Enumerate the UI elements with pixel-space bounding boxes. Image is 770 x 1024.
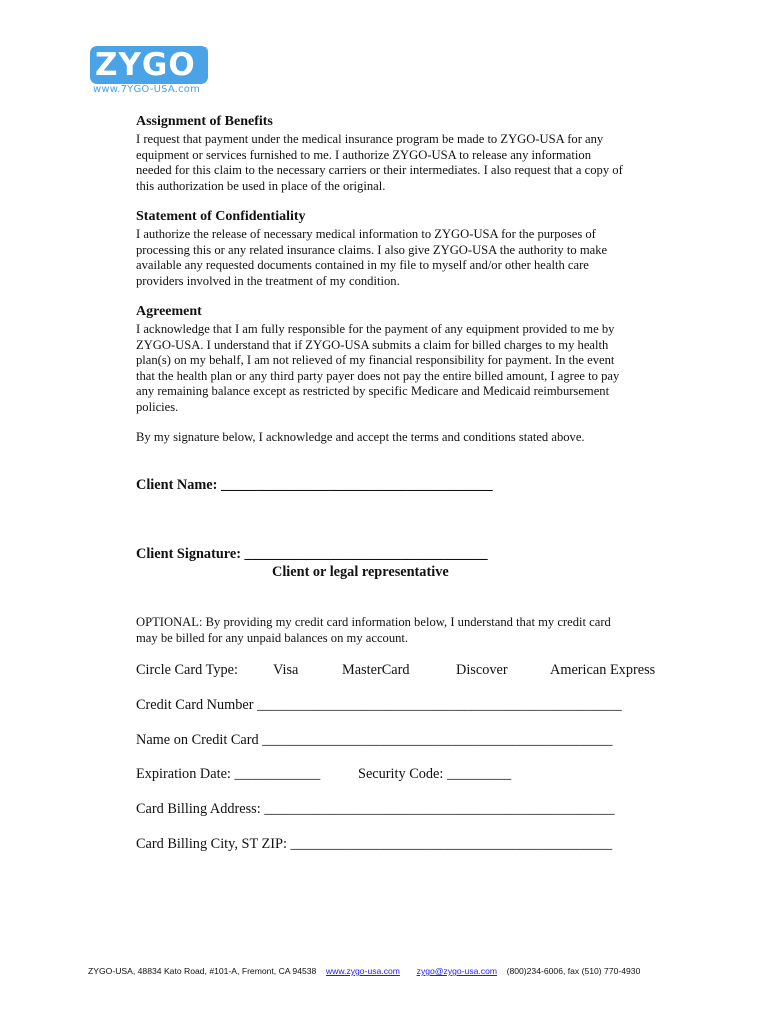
assignment-line: I request that payment under the medical insurance program be made to ZYGO-USA for any [136, 132, 604, 146]
logo-registered-mark: ® [201, 46, 209, 55]
agreement-line: any remaining balance except as restricted by specific Medicare and Medicaid reimbursement [136, 384, 610, 399]
footer-email-link[interactable]: zygo@zygo-usa.com [416, 966, 498, 976]
agreement-line: ZYGO-USA. I understand that if ZYGO-USA submits a claim for billed charges to my health [136, 337, 609, 352]
optional-line: OPTIONAL: By providing my credit card information below, I understand that my credit card [136, 615, 611, 629]
footer [88, 966, 640, 976]
footer-website-link[interactable]: www.zygo-usa.com [325, 966, 400, 976]
assignment-line: needed for this claim to the necessary carriers or their intermediates. I also request that a copy of [136, 163, 623, 178]
card-option-american-express[interactable]: American Express [550, 662, 656, 678]
agreement-line: policies. [136, 399, 179, 414]
card-option-visa[interactable]: Visa [273, 662, 299, 678]
billing-address-field[interactable]: Card Billing Address: _________________________________________________ [136, 801, 615, 817]
assignment-heading: Assignment of Benefits [136, 114, 273, 129]
security-code-field[interactable]: Security Code: _________ [358, 766, 512, 782]
name-on-card-field[interactable]: Name on Credit Card _________________________________________________ [136, 732, 613, 748]
agreement-line: plan(s) on my behalf, I am not relieved of my financial responsibility for payment. In the event [136, 353, 615, 368]
agreement-line: I acknowledge that I am fully responsible for the payment of any equipment provided to me by [136, 322, 615, 336]
confidentiality-text [136, 227, 696, 289]
logo-brand: ZYGO [95, 47, 196, 83]
acknowledgement-text [136, 430, 696, 446]
client-name-field[interactable]: Client Name: ______________________________________ [136, 477, 493, 493]
confidentiality-heading: Statement of Confidentiality [136, 209, 306, 224]
logo-url: www.7YGO-USA.com [93, 84, 201, 95]
agreement-heading: Agreement [136, 304, 202, 319]
card-option-discover[interactable]: Discover [456, 662, 508, 678]
expiration-date-field[interactable]: Expiration Date: ____________ [136, 766, 321, 782]
footer-phone: (800)234-6006, fax (510) 770-4930 [506, 966, 641, 976]
credit-card-number-field[interactable]: Credit Card Number ___________________________________________________ [136, 697, 622, 713]
assignment-line: equipment or services furnished to me. I authorize ZYGO-USA to release any information [136, 147, 591, 162]
optional-text [136, 615, 696, 646]
assignment-text [136, 132, 696, 194]
client-signature-field[interactable]: Client Signature: __________________________________ [136, 546, 488, 562]
assignment-line: this authorization be used in place of the original. [136, 178, 386, 193]
card-option-mastercard[interactable]: MasterCard [342, 662, 410, 678]
optional-line: may be billed for any unpaid balances on my account. [136, 630, 409, 645]
footer-address: ZYGO-USA, 48834 Kato Road, #101-A, Fremont, CA 94538 [88, 966, 317, 976]
confidentiality-line: processing this or any related insurance claims. I also give ZYGO-USA the authority to make [136, 242, 608, 257]
acknowledgement-line: By my signature below, I acknowledge and accept the terms and conditions stated above. [136, 430, 585, 444]
confidentiality-line: providers involved in the treatment of my condition. [136, 273, 400, 288]
zygo-logo [90, 46, 212, 98]
confidentiality-line: I authorize the release of necessary medical information to ZYGO-USA for the purposes of [136, 227, 596, 241]
billing-city-field[interactable]: Card Billing City, ST ZIP: _____________________________________________ [136, 836, 613, 852]
confidentiality-line: available any requested documents contained in my file to myself and/or other health care [136, 258, 589, 273]
agreement-line: that the health plan or any third party payer does not pay the entire billed amount, I agree to pay [136, 368, 620, 383]
client-signature-caption: Client or legal representative [272, 564, 449, 580]
card-type-label: Circle Card Type: [136, 662, 238, 678]
agreement-text [136, 322, 696, 416]
